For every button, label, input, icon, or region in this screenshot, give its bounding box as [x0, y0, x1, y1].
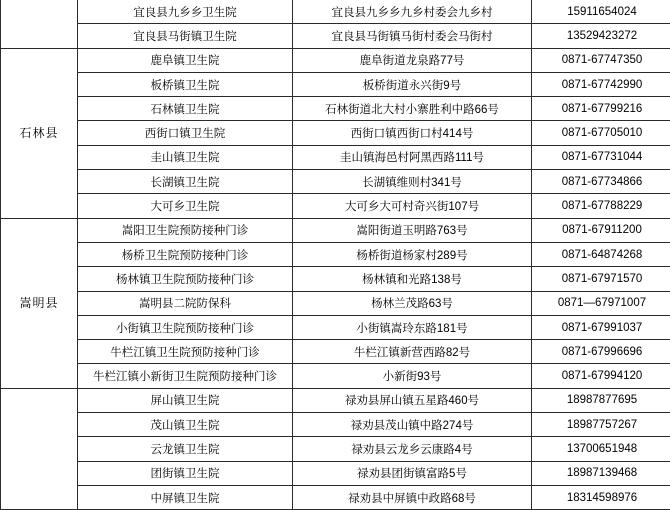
- table-body: [1, 0, 670, 510]
- clinic-address: 宜良县九乡乡九乡村委会九乡村: [293, 0, 532, 24]
- clinic-address: 禄劝县中屏镇中政路68号: [293, 485, 532, 509]
- clinic-name: 云龙镇卫生院: [78, 437, 293, 461]
- clinic-name: 小街镇卫生院预防接种门诊: [78, 315, 293, 339]
- clinic-address: 西街口镇西街口村414号: [293, 121, 532, 145]
- table-row: [1, 0, 670, 24]
- clinic-address: 小街镇嵩玲东路181号: [293, 315, 532, 339]
- clinic-name: 大可乡卫生院: [78, 194, 293, 218]
- clinic-name: 西街口镇卫生院: [78, 121, 293, 145]
- clinic-phone: 0871-67788229: [532, 194, 670, 218]
- table-row: [1, 145, 670, 169]
- clinic-address: 嵩阳街道玉明路763号: [293, 218, 532, 242]
- table-row: [1, 485, 670, 509]
- clinic-phone: 0871-67734866: [532, 170, 670, 194]
- clinic-name: 中屏镇卫生院: [78, 485, 293, 509]
- clinic-name: 石林镇卫生院: [78, 97, 293, 121]
- table-row: [1, 315, 670, 339]
- clinic-address: 长湖镇维则村341号: [293, 170, 532, 194]
- clinic-address: 禄劝县屏山镇五星路460号: [293, 388, 532, 412]
- clinic-address: 禄劝县云龙乡云康路4号: [293, 437, 532, 461]
- clinic-phone: 0871-67996696: [532, 340, 670, 364]
- clinic-name: 板桥镇卫生院: [78, 72, 293, 96]
- clinic-name: 团街镇卫生院: [78, 461, 293, 485]
- clinic-address: 宜良县马街镇马街村委会马街村: [293, 24, 532, 48]
- table-row: [1, 72, 670, 96]
- clinic-name: 鹿阜镇卫生院: [78, 48, 293, 72]
- region-cell-songming: [1, 218, 78, 388]
- table-row: [1, 48, 670, 72]
- clinic-name: 屏山镇卫生院: [78, 388, 293, 412]
- clinic-name: 圭山镇卫生院: [78, 145, 293, 169]
- table-row: [1, 242, 670, 266]
- region-label: 嵩明县: [1, 296, 77, 310]
- table-row: [1, 121, 670, 145]
- clinic-address: 禄劝县团街镇富路5号: [293, 461, 532, 485]
- clinic-phone: 0871-67991037: [532, 315, 670, 339]
- clinic-address: 牛栏江镇新营西路82号: [293, 340, 532, 364]
- table-row: [1, 340, 670, 364]
- table-row: [1, 267, 670, 291]
- table-row: [1, 218, 670, 242]
- clinic-name: 杨桥卫生院预防接种门诊: [78, 242, 293, 266]
- clinic-name: 杨林镇卫生院预防接种门诊: [78, 267, 293, 291]
- clinic-name: 茂山镇卫生院: [78, 413, 293, 437]
- clinic-phone: 15911654024: [532, 0, 670, 24]
- clinic-phone: 0871-67799216: [532, 97, 670, 121]
- clinic-phone: 0871-67994120: [532, 364, 670, 388]
- clinic-phone: 13529423272: [532, 24, 670, 48]
- clinic-phone: 0871-67747350: [532, 48, 670, 72]
- clinic-phone: 0871-67705010: [532, 121, 670, 145]
- clinic-phone: 0871-64874268: [532, 242, 670, 266]
- table-row: [1, 97, 670, 121]
- region-cell-empty: [1, 0, 78, 48]
- table-row: [1, 194, 670, 218]
- clinic-phone: 18314598976: [532, 485, 670, 509]
- region-cell-luquan: [1, 388, 78, 509]
- clinic-address: 杨林镇和光路138号: [293, 267, 532, 291]
- region-cell-shilin: [1, 48, 78, 218]
- clinic-phone: 0871-67971570: [532, 267, 670, 291]
- clinic-phone: 0871—67971007: [532, 291, 670, 315]
- clinic-phone: 18987877695: [532, 388, 670, 412]
- table-row: [1, 170, 670, 194]
- table-row: [1, 291, 670, 315]
- clinic-address: 板桥街道永兴街9号: [293, 72, 532, 96]
- clinic-address: 圭山镇海邑村阿黑西路111号: [293, 145, 532, 169]
- clinic-phone: 13700651948: [532, 437, 670, 461]
- clinic-name: 宜良县马街镇卫生院: [78, 24, 293, 48]
- table-row: [1, 437, 670, 461]
- clinic-phone: 18987757267: [532, 413, 670, 437]
- table-row: [1, 24, 670, 48]
- clinic-name: 嵩明县二院防保科: [78, 291, 293, 315]
- clinic-name: 宜良县九乡乡卫生院: [78, 0, 293, 24]
- clinic-address: 大可乡大可村奇兴街107号: [293, 194, 532, 218]
- clinic-phone: 0871-67911200: [532, 218, 670, 242]
- region-label: 石林县: [1, 126, 77, 140]
- clinic-name: 牛栏江镇小新街卫生院预防接种门诊: [78, 364, 293, 388]
- clinic-address: 石林街道北大村小寨胜利中路66号: [293, 97, 532, 121]
- clinic-name: 嵩阳卫生院预防接种门诊: [78, 218, 293, 242]
- clinic-phone: 18987139468: [532, 461, 670, 485]
- clinic-address: 禄劝县茂山镇中路274号: [293, 413, 532, 437]
- table-row: [1, 364, 670, 388]
- clinic-name: 长湖镇卫生院: [78, 170, 293, 194]
- clinic-name: 牛栏江镇卫生院预防接种门诊: [78, 340, 293, 364]
- table-row: [1, 461, 670, 485]
- table-row: [1, 388, 670, 412]
- clinic-phone: 0871-67742990: [532, 72, 670, 96]
- clinic-address: 杨林兰茂路63号: [293, 291, 532, 315]
- table-row: [1, 413, 670, 437]
- clinic-address: 鹿阜街道龙泉路77号: [293, 48, 532, 72]
- clinic-address: 杨桥街道杨家村289号: [293, 242, 532, 266]
- clinic-phone: 0871-67731044: [532, 145, 670, 169]
- clinic-address: 小新街93号: [293, 364, 532, 388]
